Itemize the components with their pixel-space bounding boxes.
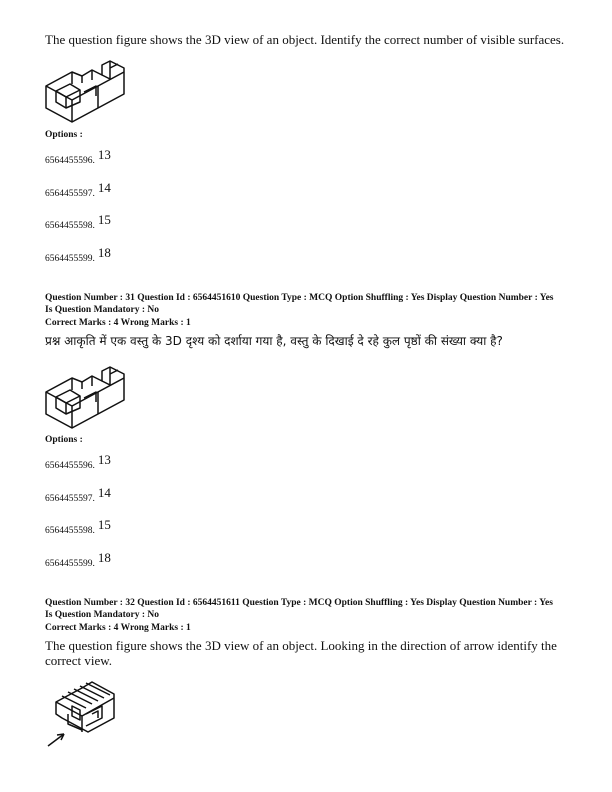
- option-id: 6564455597.: [45, 494, 95, 504]
- 3d-object-figure: [44, 56, 126, 124]
- option-value: 15: [97, 212, 111, 227]
- question-text: The question figure shows the 3D view of an object. Identify the correct number of visible surfaces.: [45, 32, 565, 47]
- option-3[interactable]: [45, 517, 111, 538]
- question-meta-line: Question Number : 31 Question Id : 6564451610 Question Type : MCQ Option Shuffling : Yes Display Question Number : Yes: [45, 293, 554, 303]
- question-meta-line: Question Number : 32 Question Id : 6564451611 Question Type : MCQ Option Shuffling : Yes Display Question Number : Yes: [45, 598, 553, 608]
- question-text-hindi: प्रश्न आकृति में एक वस्तु के 3D दृश्य को दर्शाया गया है, वस्तु के दिखाई दे रहे कुल पृष्ठों की संख्या क्या है?: [45, 334, 503, 348]
- option-value: 18: [97, 550, 111, 565]
- 3d-object-figure: [44, 362, 126, 430]
- option-2[interactable]: [45, 180, 111, 201]
- marks-line: Correct Marks : 4 Wrong Marks : 1: [45, 623, 191, 633]
- options-label: Options :: [45, 130, 83, 140]
- option-1[interactable]: [45, 452, 111, 473]
- option-id: 6564455599.: [45, 559, 95, 569]
- option-1[interactable]: [45, 147, 111, 168]
- option-2[interactable]: [45, 485, 111, 506]
- option-id: 6564455596.: [45, 156, 95, 166]
- marks-line: Correct Marks : 4 Wrong Marks : 1: [45, 318, 191, 328]
- option-value: 18: [97, 245, 111, 260]
- option-value: 13: [97, 147, 111, 162]
- option-id: 6564455596.: [45, 461, 95, 471]
- question-text-continued: correct view.: [45, 653, 113, 668]
- option-id: 6564455597.: [45, 189, 95, 199]
- option-3[interactable]: [45, 212, 111, 233]
- option-value: 15: [97, 517, 111, 532]
- option-4[interactable]: [45, 550, 111, 571]
- option-value: 13: [97, 452, 111, 467]
- mandatory-line: Is Question Mandatory : No: [45, 305, 160, 315]
- option-id: 6564455598.: [45, 526, 95, 536]
- option-id: 6564455599.: [45, 254, 95, 264]
- mandatory-line: Is Question Mandatory : No: [45, 610, 160, 620]
- question-text: The question figure shows the 3D view of an object. Looking in the direction of arrow identify the: [45, 638, 557, 653]
- options-label: Options :: [45, 435, 83, 445]
- option-value: 14: [97, 485, 111, 500]
- option-4[interactable]: [45, 245, 111, 266]
- 3d-object-with-arrow-figure: [42, 672, 132, 752]
- option-id: 6564455598.: [45, 221, 95, 231]
- option-value: 14: [97, 180, 111, 195]
